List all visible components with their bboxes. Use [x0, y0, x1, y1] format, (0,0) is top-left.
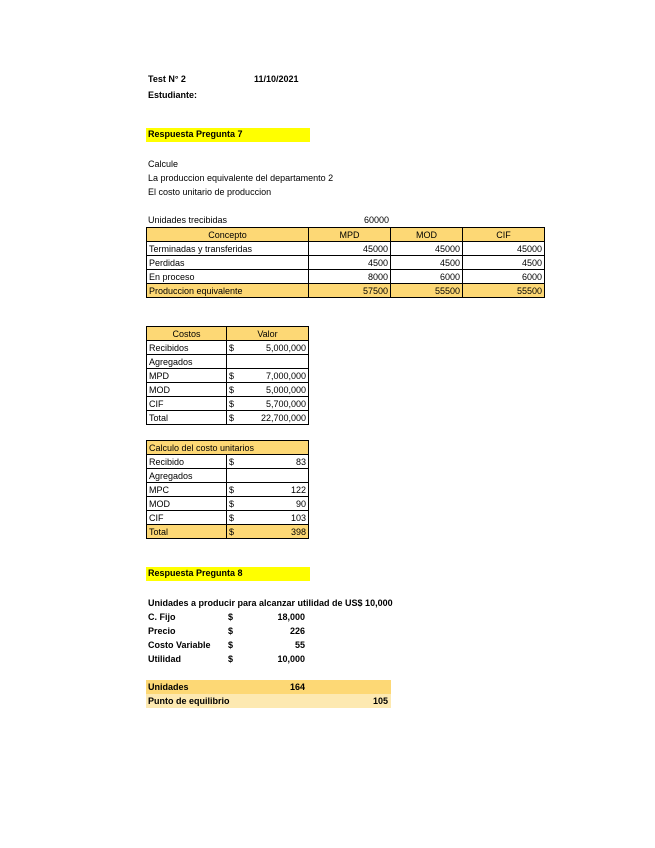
header-cell: Valor: [227, 327, 309, 341]
row-label: Recibido: [147, 455, 227, 469]
header-cell: Costos: [147, 327, 227, 341]
breakeven-label: Punto de equilibrio: [148, 696, 230, 706]
table-row: [147, 383, 309, 397]
test-date: 11/10/2021: [254, 74, 299, 84]
header-cell: CIF: [463, 228, 545, 242]
currency-symbol: $: [227, 483, 241, 497]
table-row: [147, 411, 309, 425]
currency-symbol: $: [228, 640, 234, 650]
cell: 5,000,000: [241, 341, 309, 355]
production-table: [146, 227, 545, 298]
table-row: [147, 483, 309, 497]
cell: 55500: [391, 284, 463, 298]
unit-cost-table: [146, 440, 309, 539]
table-row: [147, 355, 309, 369]
q7-title: Respuesta Pregunta 7: [146, 128, 310, 142]
currency-symbol: $: [227, 455, 241, 469]
breakeven-value: 105: [372, 696, 388, 706]
row-label: CIF: [147, 397, 227, 411]
row-label: MOD: [147, 497, 227, 511]
cell: 90: [241, 497, 309, 511]
row-label: CIF: [147, 511, 227, 525]
units-received-value: 60000: [364, 215, 390, 225]
cell: 45000: [463, 242, 545, 256]
row-label: Produccion equivalente: [147, 284, 309, 298]
currency-symbol: [227, 355, 241, 369]
cell: 122: [241, 483, 309, 497]
cell: 57500: [309, 284, 391, 298]
q7-instruction: El costo unitario de produccion: [148, 187, 272, 197]
row-label: MPC: [147, 483, 227, 497]
row-label: Terminadas y transferidas: [147, 242, 309, 256]
currency-symbol: $: [228, 626, 234, 636]
table-row: [147, 397, 309, 411]
header-cell: MOD: [391, 228, 463, 242]
row-label: En proceso: [147, 270, 309, 284]
table-total-row: [147, 525, 309, 539]
cell: [241, 469, 309, 483]
table-row: [147, 256, 545, 270]
cell: 83: [241, 455, 309, 469]
currency-symbol: $: [228, 654, 234, 664]
q8-item-label: C. Fijo: [148, 612, 176, 622]
currency-symbol: $: [228, 612, 234, 622]
currency-symbol: $: [227, 341, 241, 355]
currency-symbol: [227, 469, 241, 483]
row-label: Recibidos: [147, 341, 227, 355]
cell: 45000: [309, 242, 391, 256]
student-label: Estudiante:: [148, 90, 198, 100]
row-label: MOD: [147, 383, 227, 397]
q8-item-label: Precio: [148, 626, 176, 636]
currency-symbol: $: [227, 511, 241, 525]
cell: 8000: [309, 270, 391, 284]
cell: 5,000,000: [241, 383, 309, 397]
table-row: [147, 469, 309, 483]
cell: [241, 355, 309, 369]
cell: 22,700,000: [241, 411, 309, 425]
table-header-row: [147, 228, 545, 242]
row-label: Total: [147, 525, 227, 539]
q8-item-label: Costo Variable: [148, 640, 211, 650]
cell: 6000: [391, 270, 463, 284]
cell: 398: [241, 525, 309, 539]
header-cell: MPD: [309, 228, 391, 242]
table-row: [147, 497, 309, 511]
row-label: Total: [147, 411, 227, 425]
row-label: Agregados: [147, 355, 227, 369]
table-row: [147, 270, 545, 284]
q8-item-value: 55: [294, 640, 305, 650]
row-label: Perdidas: [147, 256, 309, 270]
cell: 55500: [463, 284, 545, 298]
test-label: Test N° 2: [148, 74, 186, 84]
currency-symbol: $: [227, 411, 241, 425]
q8-title: Respuesta Pregunta 8: [146, 567, 310, 581]
currency-symbol: $: [227, 525, 241, 539]
table-header-row: [147, 327, 309, 341]
currency-symbol: $: [227, 369, 241, 383]
table-row: [147, 341, 309, 355]
table-title: Calculo del costo unitarios: [147, 441, 309, 455]
q8-item-value: 18,000: [277, 612, 305, 622]
cell: 4500: [309, 256, 391, 270]
q8-subtitle: Unidades a producir para alcanzar utilidad de US$ 10,000: [148, 598, 393, 608]
costs-table: [146, 326, 309, 425]
units-label: Unidades: [148, 682, 189, 692]
units-value: 164: [289, 682, 305, 692]
currency-symbol: $: [227, 383, 241, 397]
q8-item-value: 226: [289, 626, 305, 636]
units-received-label: Unidades trecibidas: [148, 215, 228, 225]
cell: 6000: [463, 270, 545, 284]
cell: 103: [241, 511, 309, 525]
row-label: Agregados: [147, 469, 227, 483]
header-cell: Concepto: [147, 228, 309, 242]
row-label: MPD: [147, 369, 227, 383]
table-header-row: [147, 441, 309, 455]
cell: 4500: [463, 256, 545, 270]
table-row: [147, 511, 309, 525]
cell: 7,000,000: [241, 369, 309, 383]
table-row: [147, 455, 309, 469]
currency-symbol: $: [227, 497, 241, 511]
q8-item-label: Utilidad: [148, 654, 181, 664]
table-row: [147, 242, 545, 256]
q8-item-value: 10,000: [277, 654, 305, 664]
cell: 45000: [391, 242, 463, 256]
q7-instruction: La produccion equivalente del departamento 2: [148, 173, 334, 183]
q7-instruction: Calcule: [148, 159, 179, 169]
table-total-row: [147, 284, 545, 298]
currency-symbol: $: [227, 397, 241, 411]
cell: 5,700,000: [241, 397, 309, 411]
cell: 4500: [391, 256, 463, 270]
table-row: [147, 369, 309, 383]
